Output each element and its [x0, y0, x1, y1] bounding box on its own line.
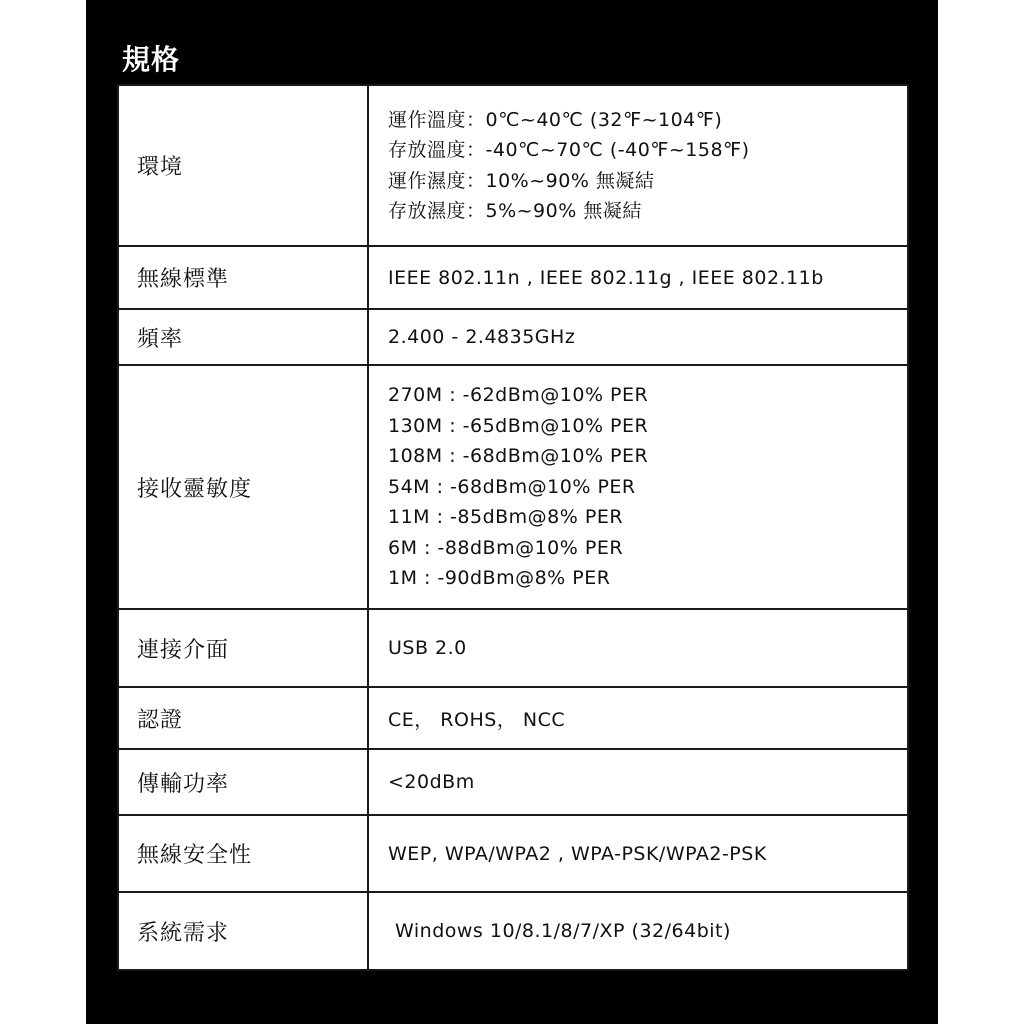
spec-value	[368, 85, 908, 246]
spec-label: 接收靈敏度	[118, 365, 368, 609]
spec-value	[368, 309, 908, 365]
spec-value-line: 130M : -65dBm@10% PER	[388, 414, 649, 437]
spec-value	[368, 246, 908, 309]
spec-value	[368, 609, 908, 687]
spec-row-wireless-standard	[118, 246, 908, 309]
spec-row-transmit-power	[118, 749, 908, 815]
spec-value-line: 運作濕度：10%~90% 無凝結	[388, 169, 655, 192]
spec-value	[368, 365, 908, 609]
spec-table	[117, 84, 909, 971]
spec-value	[368, 749, 908, 815]
spec-value-line: 6M : -88dBm@10% PER	[388, 536, 624, 559]
spec-value-line: USB 2.0	[388, 637, 467, 659]
spec-row-frequency	[118, 309, 908, 365]
spec-value-line: 270M : -62dBm@10% PER	[388, 383, 649, 406]
spec-label: 傳輸功率	[118, 749, 368, 815]
spec-value-line: IEEE 802.11n , IEEE 802.11g , IEEE 802.11b	[388, 266, 824, 289]
spec-row-interface	[118, 609, 908, 687]
spec-value	[368, 687, 908, 749]
spec-value-line: 1M : -90dBm@8% PER	[388, 567, 611, 590]
spec-value-line: Windows 10/8.1/8/7/XP (32/64bit)	[395, 920, 731, 942]
spec-value-line: <20dBm	[388, 771, 475, 793]
spec-label: 認證	[118, 687, 368, 749]
spec-value-line: 2.400 - 2.4835GHz	[388, 326, 576, 348]
spec-label: 頻率	[118, 309, 368, 365]
spec-row-receive-sensitivity	[118, 365, 908, 609]
spec-value-line: 運作溫度：0℃~40℃ (32℉~104℉)	[388, 108, 723, 131]
spec-label: 無線安全性	[118, 815, 368, 892]
spec-row-system-requirements	[118, 892, 908, 970]
spec-label: 連接介面	[118, 609, 368, 687]
spec-value-line: WEP, WPA/WPA2 , WPA-PSK/WPA2-PSK	[388, 842, 767, 865]
spec-value	[368, 892, 908, 970]
spec-row-environment	[118, 85, 908, 246]
spec-row-certification	[118, 687, 908, 749]
spec-value-line: 存放濕度：5%~90% 無凝結	[388, 200, 642, 222]
spec-label: 系統需求	[118, 892, 368, 970]
spec-value-line: 54M : -68dBm@10% PER	[388, 475, 636, 498]
spec-value-line: 108M : -68dBm@10% PER	[388, 445, 649, 468]
spec-label: 無線標準	[118, 246, 368, 309]
spec-value	[368, 815, 908, 892]
spec-label: 環境	[118, 85, 368, 246]
spec-value-line: 存放溫度：-40℃~70℃ (-40℉~158℉)	[388, 139, 750, 161]
page-title: 規格	[122, 43, 181, 76]
spec-value-line: 11M : -85dBm@8% PER	[388, 506, 624, 529]
spec-row-wireless-security	[118, 815, 908, 892]
spec-value-line: CE， ROHS， NCC	[388, 708, 566, 731]
